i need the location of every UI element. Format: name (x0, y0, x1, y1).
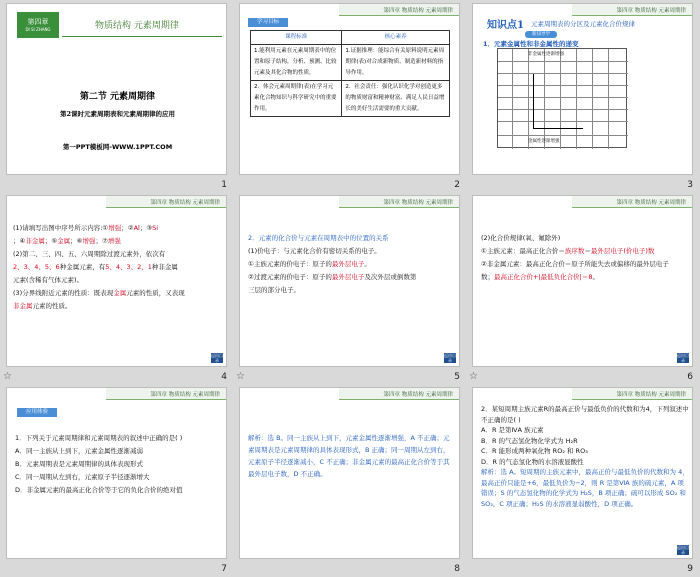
slide-number: 2 (454, 180, 460, 190)
section-tag: 学习目标 (248, 18, 288, 27)
item-heading: 1．元素金属性和非金属性的递变 (483, 40, 579, 48)
slide-header: 第四章 物质结构 元素周期律 (572, 388, 692, 400)
slide-cell-7[interactable] (0, 384, 233, 576)
slide-cell-6[interactable] (466, 192, 699, 384)
back-to-toc-button[interactable]: 返回目录 (211, 353, 223, 363)
slide-header: 第四章 物质结构 元素周期律 (572, 196, 692, 208)
table-cell: 1.能利用元素在元素周期表中的位置和原子结构，分析、预测、比较元素及其化合物的性质。 (251, 45, 342, 81)
slide-thumbnail-9[interactable] (472, 387, 693, 559)
slide-header: 第四章 物质结构 元素周期律 (339, 4, 459, 16)
slide-cell-9[interactable] (466, 384, 699, 576)
slide-body: (1)请填写出图中序号所示内容:①增强；②Al；③Si ；④非金属；⑤金属；⑥增强；⑦增强 (2)第二、三、四、五、六周期除过渡元素外，依次有 2、3、4、5、6种金属元素，有5、4、3、2、1种非金属 元素(含稀有气体元素)。 (3)分界线附近元素的性质：既表现金属元素的性质，又表现 非金属元素的性质。 (13, 224, 185, 310)
lesson-subtitle: 第2课时元素周期表和元素周期律的应用 (59, 110, 176, 118)
slide-thumbnail-4[interactable] (6, 195, 227, 367)
question-block: 1．下列关于元素周期律和元素周期表的叙述中正确的是( ) A．同一主族从上到下，元素金属性逐渐减弱 B．元素周期表是元素周期律的具体表现形式 C．同一周期从左到右，元素原子半径逐渐增大 D．非金属元素的最高正化合价等于它的负化合价的绝对值 (15, 434, 183, 494)
question-block: 2．某短周期主族元素R的最高正价与最低负价的代数和为4，下列叙述中不正确的是( ) A．R 是第ⅣA 族元素 B．R 的气态氢化物化学式为 H₂R C．R 能形成两种氧化物 RO₂ 和 RO₃ D．R 的气态氢化物的水溶液显酸性 解析：选 A。短周期的主族元素中，最高正价与最低负价的代数和为 4，最高正价只能是+6，最低负价为−2，则 R 是第ⅥA 族的硫元素，A 项错误；S 的气态氢化物的化学式为 H₂S，B 项正确；硫可以形成 SO₂ 和 SO₃，C 项正确；H₂S 的水溶液显弱酸性，D 项正确。 (481, 405, 689, 508)
slide-header: 第四章 物质结构 元素周期律 (339, 196, 459, 208)
title-underline (62, 36, 222, 37)
slide-header: 第四章 物质结构 元素周期律 (339, 388, 459, 400)
table-header: 课程标准 (251, 31, 342, 45)
slide-body: 2．元素的化合价与元素在周期表中的位置的关系 (1)价电子：与元素化合价有密切关系的电子。 ①主族元素的价电子：原子的最外层电子。 ②过渡元素的价电子：原子的最外层电子及次外层或倒数第 三层的部分电子。 (248, 234, 417, 294)
metal-nonmetal-boundary (533, 74, 583, 129)
slide-transition-icon: ☆ (3, 371, 12, 382)
slide-transition-icon: ☆ (469, 371, 478, 382)
chapter-title: 物质结构 元素周期律 (95, 21, 179, 31)
slide-body: (2)化合价规律(氧、氟除外) ①主族元素：最高正化合价＝族序数＝最外层电子(价电子)数 ②非金属元素：最高正化合价＝原子所能失去或偏移的最外层电子 数；最高正化合价+|最低负化合价|＝8。 (481, 234, 669, 281)
slide-number: 3 (687, 180, 693, 190)
back-to-toc-button[interactable]: 返回目录 (677, 545, 689, 555)
knowledge-point-label: 知识点1 (487, 20, 524, 31)
slide-header: 第四章 物质结构 元素周期律 (106, 388, 226, 400)
table-cell: 1.证据推理：能综合有关原料说明元素周期律(表)对合成新物质、制造新材料的指导作用。 (342, 45, 450, 81)
objectives-table (250, 30, 450, 117)
slide-cell-4[interactable] (0, 192, 233, 384)
slide-cell-2[interactable] (233, 0, 466, 192)
section-title: 第二节 元素周期律 (79, 92, 156, 102)
slide-thumbnail-3[interactable] (472, 3, 693, 175)
table-cell: 2．体会元素周期律(表)在学习元素化合物知识与科学研究中的重要作用。 (251, 81, 342, 117)
answer-explanation: 解析：选 B。同一主族从上到下，元素金属性逐渐增强，A 不正确；元素周期表是元素周期律的具体表现形式，B 正确；同一周期从左到右，元素原子半径逐渐减小，C 不正确；非金属元素的最高正化合价等于其最外层电子数，D 不正确。 (248, 434, 450, 478)
slide-header: 第四章 物质结构 元素周期律 (106, 196, 226, 208)
metal-trend-label: 金属性逐渐增强 (528, 139, 560, 144)
back-to-toc-button[interactable]: 返回目录 (444, 353, 456, 363)
section-tag: 应用体验 (17, 408, 57, 417)
slide-number: 8 (454, 564, 460, 574)
slide-thumbnail-2[interactable] (239, 3, 460, 175)
slide-cell-8[interactable] (233, 384, 466, 576)
back-to-toc-button[interactable]: 返回目录 (677, 353, 689, 363)
chapter-badge: 第四章 DI SI ZHANG (17, 12, 59, 38)
slide-thumbnail-7[interactable] (6, 387, 227, 559)
slide-number: 4 (221, 372, 227, 382)
slide-cell-1[interactable] (0, 0, 233, 192)
knowledge-point-title: 元素周期表的分区及元素化合价规律 (531, 20, 635, 28)
slide-number: 6 (687, 372, 693, 382)
slide-number: 9 (687, 564, 693, 574)
site-footer: 第一PPT模板网-WWW.1PPT.COM (62, 143, 173, 151)
slide-thumbnail-8[interactable] (239, 387, 460, 559)
slide-number: 5 (454, 372, 460, 382)
table-cell: 2．社会责任：强化认识化学对创造更多的物质财富和精神财富、满足人民日益增长的美好生活需要的重大贡献。 (342, 81, 450, 117)
slide-thumbnail-5[interactable] (239, 195, 460, 367)
nonmetal-trend-label: 非金属性逐渐增强 (528, 52, 564, 57)
slide-header: 第四章 物质结构 元素周期律 (572, 4, 692, 16)
table-header: 核心素养 (342, 31, 450, 45)
slide-cell-5[interactable] (233, 192, 466, 384)
slide-thumbnail-6[interactable] (472, 195, 693, 367)
slide-transition-icon: ☆ (236, 371, 245, 382)
slide-cell-3[interactable] (466, 0, 699, 192)
slide-number: 7 (221, 564, 227, 574)
slide-thumbnail-1[interactable] (6, 3, 227, 175)
slide-number: 1 (221, 180, 227, 190)
new-knowledge-pill: 新知导学 (525, 31, 557, 38)
